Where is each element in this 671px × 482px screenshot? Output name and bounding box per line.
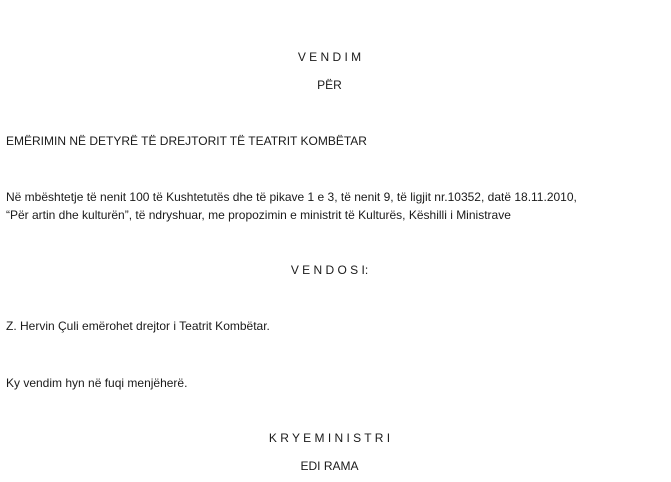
signatory-title: K R Y E M I N I S T R I (268, 431, 391, 445)
decision-point-2: Ky vendim hyn në fuqi menjëherë. (6, 376, 188, 390)
document-heading: V E N D I M (297, 50, 362, 64)
preamble-line: Në mbështetje të nenit 100 të Kushtetutës dhe të pikave 1 e 3, të nenit 9, të ligjit nr.10352, datë 18.11.2010, (6, 190, 577, 204)
per-label: PËR (317, 78, 342, 92)
preamble-line: “Për artin dhe kulturën”, të ndryshuar, me propozimin e ministrit të Kulturës, Këshilli i Ministrave (6, 208, 511, 222)
signatory-name: EDI RAMA (300, 459, 359, 473)
decision-subject: EMËRIMIN NË DETYRË TË DREJTORIT TË TEATRIT KOMBËTAR (6, 134, 367, 148)
decision-point-1: Z. Hervin Çuli emërohet drejtor i Teatrit Kombëtar. (6, 319, 270, 333)
decides-heading: V E N D O S I: (290, 263, 369, 277)
preamble-paragraph (6, 188, 656, 224)
